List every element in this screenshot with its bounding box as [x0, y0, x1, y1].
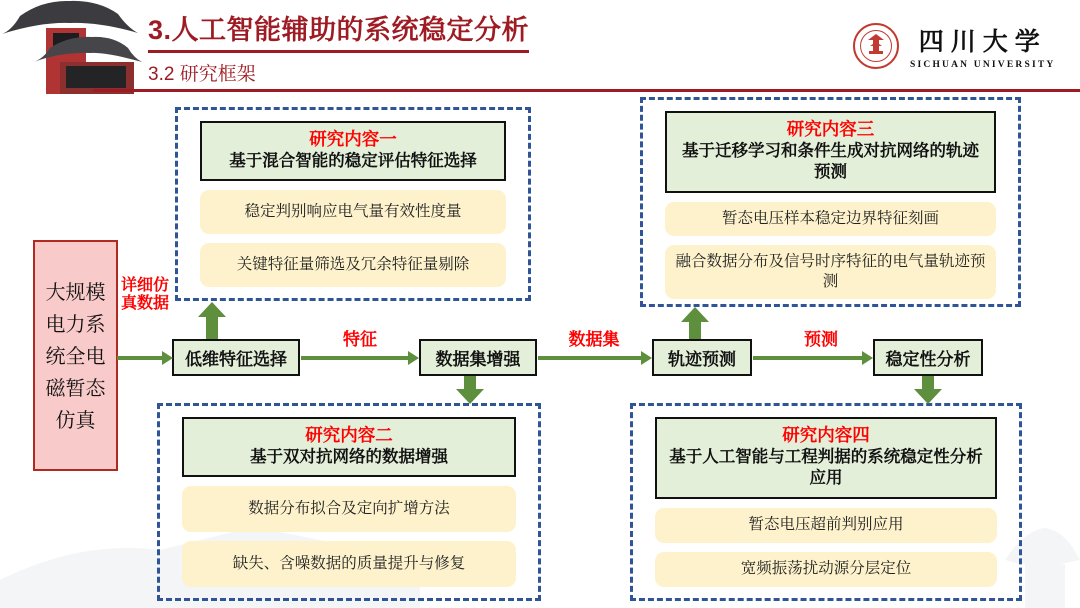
arrow-down-icon	[456, 376, 484, 404]
university-logo-text	[910, 22, 1055, 70]
header-divider	[93, 89, 1080, 92]
research-panel-1-header	[200, 121, 506, 181]
university-name-en: SICHUAN UNIVERSITY	[910, 60, 1056, 70]
process-box-trajectory-prediction: 轨迹预测	[652, 339, 752, 376]
edge-label-simulation-data: 详细仿真数据	[120, 277, 169, 313]
edge-label-prediction: 预测	[804, 330, 838, 349]
research-panel-3-header	[665, 111, 996, 193]
process-box-feature-selection: 低维特征选择	[172, 339, 300, 376]
research-panel-3-subtitle: 基于迁移学习和条件生成对抗网络的轨迹预测	[682, 141, 979, 182]
research-panel-4-item: 宽频振荡扰动源分层定位	[655, 552, 997, 587]
edge-label-feature: 特征	[343, 330, 377, 349]
research-panel-2-item: 数据分布拟合及定向扩增方法	[182, 486, 516, 532]
page-title: 3.人工智能辅助的系统稳定分析	[148, 8, 529, 53]
research-panel-3-item: 融合数据分布及信号时序特征的电气量轨迹预测	[665, 245, 996, 299]
arrow-right-icon	[117, 356, 163, 360]
research-panel-3	[640, 97, 1021, 307]
arrow-right-icon	[538, 356, 642, 360]
research-panel-3-item: 暂态电压样本稳定边界特征刻画	[665, 202, 996, 236]
arrow-up-icon	[198, 302, 226, 339]
research-panel-1-title: 研究内容一	[309, 129, 397, 149]
research-panel-1-subtitle: 基于混合智能的稳定评估特征选择	[229, 151, 477, 170]
process-box-dataset-augmentation: 数据集增强	[419, 339, 537, 376]
research-panel-1-item: 稳定判别响应电气量有效性度量	[200, 190, 506, 234]
research-panel-4-header	[655, 417, 997, 499]
university-name-cn: 四川大学	[918, 27, 1047, 56]
research-panel-2-title: 研究内容二	[305, 425, 393, 445]
pagoda-decoration-icon	[0, 0, 142, 96]
arrow-right-icon	[301, 356, 409, 360]
research-panel-2-item: 缺失、含噪数据的质量提升与修复	[182, 541, 516, 587]
arrow-right-icon	[753, 356, 863, 360]
research-panel-4-subtitle: 基于人工智能与工程判据的系统稳定性分析应用	[669, 447, 983, 488]
research-panel-4-item: 暂态电压超前判别应用	[655, 508, 997, 543]
arrow-down-icon	[914, 376, 942, 404]
process-box-stability-analysis: 稳定性分析	[873, 339, 983, 376]
research-panel-2	[157, 403, 541, 601]
research-panel-1	[175, 107, 531, 301]
page-subtitle: 3.2 研究框架	[148, 64, 256, 85]
arrow-up-icon	[681, 307, 709, 339]
title-block	[148, 8, 529, 86]
university-logo	[852, 22, 1055, 70]
research-panel-4	[630, 403, 1022, 601]
edge-label-dataset: 数据集	[568, 330, 620, 349]
research-panel-1-item: 关键特征量筛选及冗余特征量剔除	[200, 243, 506, 287]
university-seal-icon	[852, 22, 900, 70]
research-panel-2-header	[182, 417, 516, 477]
research-panel-3-title: 研究内容三	[786, 119, 875, 139]
research-panel-4-title: 研究内容四	[782, 425, 870, 445]
research-panel-2-subtitle: 基于双对抗网络的数据增强	[250, 447, 448, 466]
source-box-simulation: 大规模电力系统全电磁暂态仿真	[33, 240, 118, 471]
